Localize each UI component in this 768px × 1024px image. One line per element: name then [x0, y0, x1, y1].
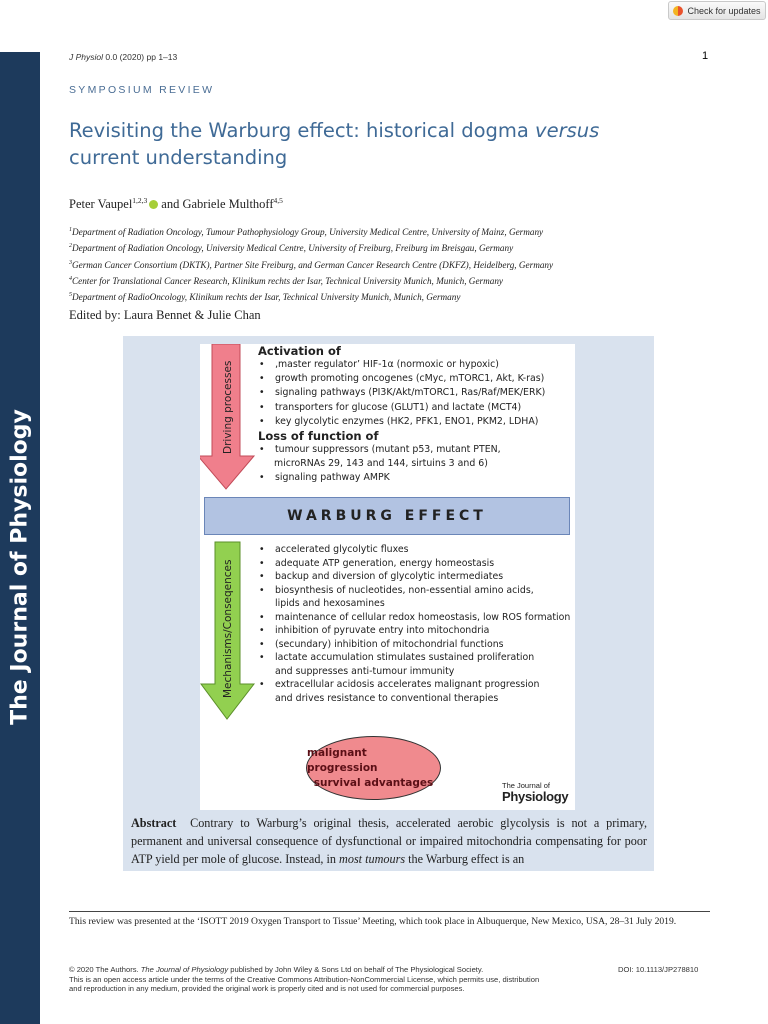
list-item: • (secundary) inhibition of mitochondrial functions: [258, 638, 570, 652]
list-item: • key glycolytic enzymes (HK2, PFK1, ENO1, PKM2, LDHA): [258, 415, 545, 429]
author-multhoff[interactable]: and Gabriele Multhoff: [161, 197, 274, 212]
author2-affiliations: 4,5: [273, 196, 283, 205]
doi-link[interactable]: DOI: 10.1113/JP278810: [618, 965, 699, 974]
list-item: • lactate accumulation stimulates sustained proliferation: [258, 651, 570, 665]
logo-large-text: Physiology: [502, 788, 569, 804]
journal-logo: [502, 782, 574, 803]
journal-name-vertical: The Journal of Physiology: [7, 409, 33, 725]
list-item: • signaling pathways (PI3K/Akt/mTORC1, Ras/Raf/MEK/ERK): [258, 386, 545, 400]
crossmark-icon: [673, 6, 683, 16]
license-text: This is an open access article under the terms of the Creative Commons Attribution-NonCommercial License, which permits use, distribution and reproduction in any medium, provided the original work is properly cited and is not used for commercial purposes.: [69, 974, 540, 994]
mechanisms-section: [258, 543, 570, 705]
list-item: • inhibition of pyruvate entry into mitochondria: [258, 624, 570, 638]
abstract-label: Abstract: [131, 816, 177, 830]
list-item: • biosynthesis of nucleotides, non-essential amino acids,: [258, 584, 570, 598]
affiliations: [69, 223, 709, 304]
orcid-icon[interactable]: [149, 200, 158, 209]
list-item: • maintenance of cellular redox homeostasis, low ROS formation: [258, 611, 570, 625]
logo-small-text: The Journal of: [502, 781, 550, 790]
abstract-body-2: the Warburg effect is an: [405, 852, 525, 867]
outcome-line1: malignant progression: [307, 746, 378, 774]
list-item-continuation: lipids and hexosamines: [275, 598, 385, 609]
outcome-ellipse: [306, 736, 441, 800]
list-item: • transporters for glucose (GLUT1) and lactate (MCT4): [258, 401, 545, 415]
list-item-continuation: and drives resistance to conventional therapies: [275, 692, 499, 704]
abstract-text: [131, 814, 647, 869]
activation-heading: Activation of: [258, 344, 341, 358]
graphical-abstract-figure[interactable]: [200, 344, 575, 810]
list-item-continuation: and suppresses anti-tumour immunity: [275, 665, 455, 677]
list-item: • backup and diversion of glycolytic intermediates: [258, 570, 570, 584]
warburg-effect-banner: WARBURG EFFECT: [204, 497, 570, 535]
check-for-updates-button[interactable]: [668, 1, 766, 20]
activation-list: [258, 358, 545, 429]
list-item: • signaling pathway AMPK: [258, 471, 545, 485]
list-item-continuation: microRNAs 29, 143 and 144, sirtuins 3 and 6): [274, 458, 488, 470]
title-versus: versus: [535, 119, 600, 142]
outcome-line2: survival advantages: [313, 776, 434, 789]
article-title: [69, 117, 689, 171]
list-item: • adequate ATP generation, energy homeostasis: [258, 557, 570, 571]
meeting-footnote: This review was presented at the ‘ISOTT 2019 Oxygen Transport to Tissue’ Meeting, which took place in Albuquerque, New Mexico, USA, 28–31 July 2019.: [69, 916, 677, 927]
journal-citation: [69, 52, 177, 62]
check-for-updates-label: Check for updates: [687, 5, 761, 16]
loss-heading: Loss of function of: [258, 429, 379, 444]
title-part1: Revisiting the Warburg effect: historical dogma: [69, 119, 536, 142]
list-item: • extracellular acidosis accelerates malignant progression: [258, 678, 570, 692]
list-item: • accelerated glycolytic fluxes: [258, 543, 570, 557]
affiliation: $^3$German Cancer Consortium (DKTK), Partner Site Freiburg, and German Cancer Research Centre (DKFZ), Heidelberg, Germany: [69, 259, 554, 270]
author-list: [69, 196, 283, 212]
author1-affiliations: 1,2,3: [132, 196, 148, 205]
copyright-part1: © 2020 The Authors.: [69, 965, 141, 974]
page-number: 1: [702, 50, 709, 62]
section-label: SYMPOSIUM REVIEW: [69, 84, 215, 96]
list-item: • growth promoting oncogenes (cMyc, mTORC1, Akt, K-ras): [258, 372, 545, 386]
affiliation: $^4$Center for Translational Cancer Research, Klinikum rechts der Isar, Technical University Munich, Munich, Germany: [69, 275, 503, 286]
abstract-emphasis: most tumours: [339, 852, 406, 867]
affiliation: $^5$Department of RadioOncology, Klinikum rechts der Isar, Technical University Munich, Munich, Germany: [69, 292, 461, 303]
title-part3: current understanding: [69, 146, 288, 169]
copyright-journal: The Journal of Physiology: [140, 965, 229, 974]
journal-abbrev: J Physiol: [69, 52, 104, 62]
loss-list: [258, 443, 545, 485]
copyright-notice: [69, 965, 549, 994]
edited-by: Edited by: Laura Bennet & Julie Chan: [69, 308, 261, 322]
mechanisms-label: Mechanisms/Conseqences: [222, 559, 234, 698]
copyright-part2: published by John Wiley & Sons Ltd on behalf of The Physiological Society.: [228, 965, 484, 974]
driving-processes-label: Driving processes: [222, 360, 234, 454]
affiliation: $^2$Department of Radiation Oncology, University Medical Centre, University of Freiburg, Freiburg im Breisgau, Germany: [69, 243, 514, 254]
footnote-divider: [69, 911, 710, 912]
author-vaupel[interactable]: Peter Vaupel: [69, 197, 133, 212]
mechanisms-list: [258, 543, 570, 705]
affiliation: $^1$Department of Radiation Oncology, Tumour Pathophysiology Group, University Medical Centre, University of Mainz, Germany: [69, 227, 544, 238]
list-item: • tumour suppressors (mutant p53, mutant PTEN,: [258, 443, 545, 457]
activation-section: [258, 344, 545, 485]
list-item: • ‚master regulator’ HIF-1α (normoxic or hypoxic): [258, 358, 545, 372]
journal-sidebar: [0, 52, 40, 1024]
citation-rest: 0.0 (2020) pp 1–13: [105, 52, 178, 62]
abstract-body-1: Contrary to Warburg’s original thesis, accelerated aerobic glycolysis is not a primary, permanent and universal consequence of dysfunctional or impaired mitochondria compensating for poor ATP yield per mole of glucose. Instead, in: [131, 816, 647, 867]
